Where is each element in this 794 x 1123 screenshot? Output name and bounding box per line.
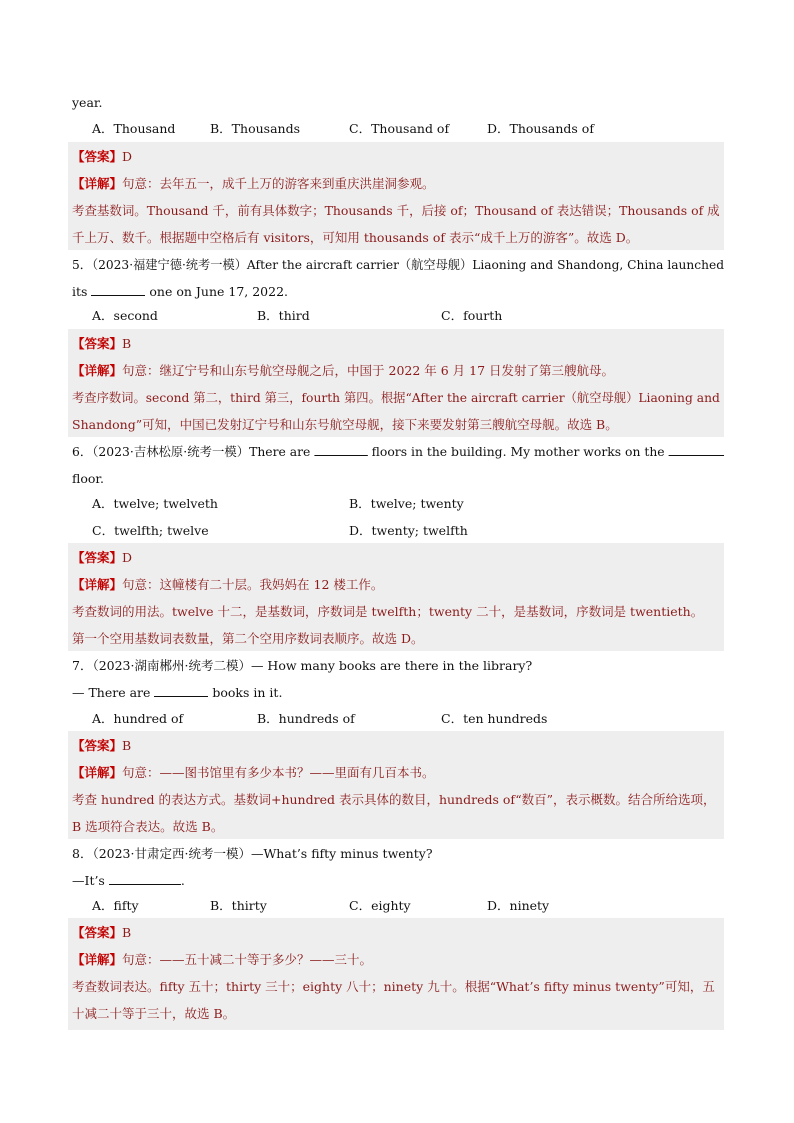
detail-text: 句意：——五十减二十等于多少？——三十。: [122, 952, 373, 967]
detail-text: 句意：——图书馆里有多少本书？——里面有几百本书。: [122, 765, 435, 780]
question-text: 6．（2023·吉林松原·统考一模）There are: [72, 444, 315, 459]
answer-value: B: [122, 925, 132, 940]
detail-tag: 【详解】: [72, 363, 123, 378]
answer-block: [68, 543, 724, 651]
detail-text: 句意：继辽宁号和山东号航空母舰之后，中国于 2022 年 6 月 17 日发射了第三艘航母。: [122, 363, 615, 378]
detail-text: 千上万、数千。根据题中空格后有 visitors，可知用 thousands of 表示“成千上万的游客”。故选 D。: [72, 230, 639, 245]
detail-line: [72, 764, 435, 781]
question-5-text: 5．（2023·福建宁德·统考一模）After the aircraft carrier（航空母舰）Liaoning and Shandong, China launched: [72, 257, 725, 272]
option-a: A．twelve; twelveth: [92, 496, 218, 511]
option-b: B．thirty: [210, 898, 267, 913]
detail-line: [72, 951, 372, 968]
answer-blank: [154, 684, 208, 697]
answer-blank: [669, 443, 724, 456]
answer-line: [72, 335, 131, 352]
detail-text: 十减二十等于三十，故选 B。: [72, 1006, 236, 1021]
detail-text: 考查数词的用法。twelve 十二，是基数词，序数词是 twelfth；twenty 二十，是基数词，序数词是 twentieth。: [72, 604, 704, 619]
answer-block: [68, 142, 724, 250]
option-b: B．hundreds of: [257, 711, 355, 726]
answer-blank: [109, 872, 181, 885]
option-d: D．twenty; twelfth: [349, 523, 468, 538]
option-b: B．Thousands: [210, 121, 300, 136]
option-a: A．second: [92, 308, 158, 323]
detail-text: 考查序数词。second 第二，third 第三，fourth 第四。根据“After the aircraft carrier（航空母舰）Liaoning and: [72, 390, 720, 405]
option-d: D．ninety: [487, 898, 550, 913]
option-c: C．Thousand of: [349, 121, 450, 136]
answer-line: [72, 549, 132, 566]
option-a: A．fifty: [92, 898, 139, 913]
detail-tag: 【详解】: [72, 765, 123, 780]
detail-text: 第一个空用基数词表数量，第二个空用序数词表顺序。故选 D。: [72, 631, 424, 646]
answer-tag: 【答案】: [72, 336, 123, 351]
question-6-text: floor.: [72, 471, 104, 486]
detail-tag: 【详解】: [72, 176, 123, 191]
question-7-text: [72, 684, 282, 701]
answer-tag: 【答案】: [72, 550, 123, 565]
detail-line: [72, 175, 435, 192]
option-c: C．ten hundreds: [441, 711, 548, 726]
question-text: —It’s: [72, 873, 109, 888]
answer-blank: [91, 283, 145, 296]
question-text: year.: [72, 95, 103, 110]
detail-line: [72, 362, 614, 379]
detail-text: Shandong”可知，中国已发射辽宁号和山东号航空母舰，接下来要发射第三艘航空母舰。故选 B。: [72, 417, 618, 432]
question-text: floors in the building. My mother works on the: [367, 444, 669, 459]
question-text: books in it.: [208, 685, 283, 700]
answer-value: B: [122, 336, 132, 351]
detail-text: 句意：这幢楼有二十层。我妈妈在 12 楼工作。: [122, 577, 384, 592]
detail-tag: 【详解】: [72, 952, 123, 967]
option-c: C．eighty: [349, 898, 411, 913]
option-d: D．Thousands of: [487, 121, 594, 136]
answer-block: [68, 731, 724, 839]
answer-value: D: [122, 149, 133, 164]
option-a: A．Thousand: [92, 121, 176, 136]
answer-block: [68, 918, 724, 1030]
detail-text: B 选项符合表达。故选 B。: [72, 819, 224, 834]
question-text: .: [180, 873, 185, 888]
answer-block: [68, 329, 724, 437]
question-7-text: 7．（2023·湖南郴州·统考二模）— How many books are there in the library?: [72, 658, 533, 673]
answer-line: [72, 148, 132, 165]
detail-text: 考查 hundred 的表达方式。基数词+hundred 表示具体的数目，hundreds of“数百”，表示概数。结合所给选项，: [72, 792, 716, 807]
detail-tag: 【详解】: [72, 577, 123, 592]
answer-tag: 【答案】: [72, 149, 123, 164]
question-text: its: [72, 284, 92, 299]
detail-text: 考查基数词。Thousand 千，前有具体数字；Thousands 千，后接 of；Thousand of 表达错误；Thousands of 成: [72, 203, 720, 218]
detail-text: 考查数词表达。fifty 五十；thirty 三十；eighty 八十；ninety 九十。根据“What’s fifty minus twenty”可知，五: [72, 979, 715, 994]
question-5-text: [72, 283, 288, 300]
option-b: B．third: [257, 308, 310, 323]
answer-value: D: [122, 550, 133, 565]
option-b: B．twelve; twenty: [349, 496, 464, 511]
option-c: C．fourth: [441, 308, 503, 323]
answer-value: B: [122, 738, 132, 753]
question-text: — There are: [72, 685, 155, 700]
answer-line: [72, 924, 131, 941]
detail-line: [72, 576, 383, 593]
question-8-text: 8．（2023·甘肃定西·统考一模）—What’s fifty minus twenty?: [72, 846, 433, 861]
answer-blank: [314, 443, 367, 456]
question-text: one on June 17, 2022.: [145, 284, 289, 299]
answer-tag: 【答案】: [72, 738, 123, 753]
detail-text: 句意：去年五一，成千上万的游客来到重庆洪崖洞参观。: [122, 176, 435, 191]
answer-line: [72, 737, 131, 754]
answer-tag: 【答案】: [72, 925, 123, 940]
option-c: C．twelfth; twelve: [92, 523, 209, 538]
question-8-text: [72, 872, 185, 889]
question-6-text: [72, 443, 724, 460]
option-a: A．hundred of: [92, 711, 184, 726]
